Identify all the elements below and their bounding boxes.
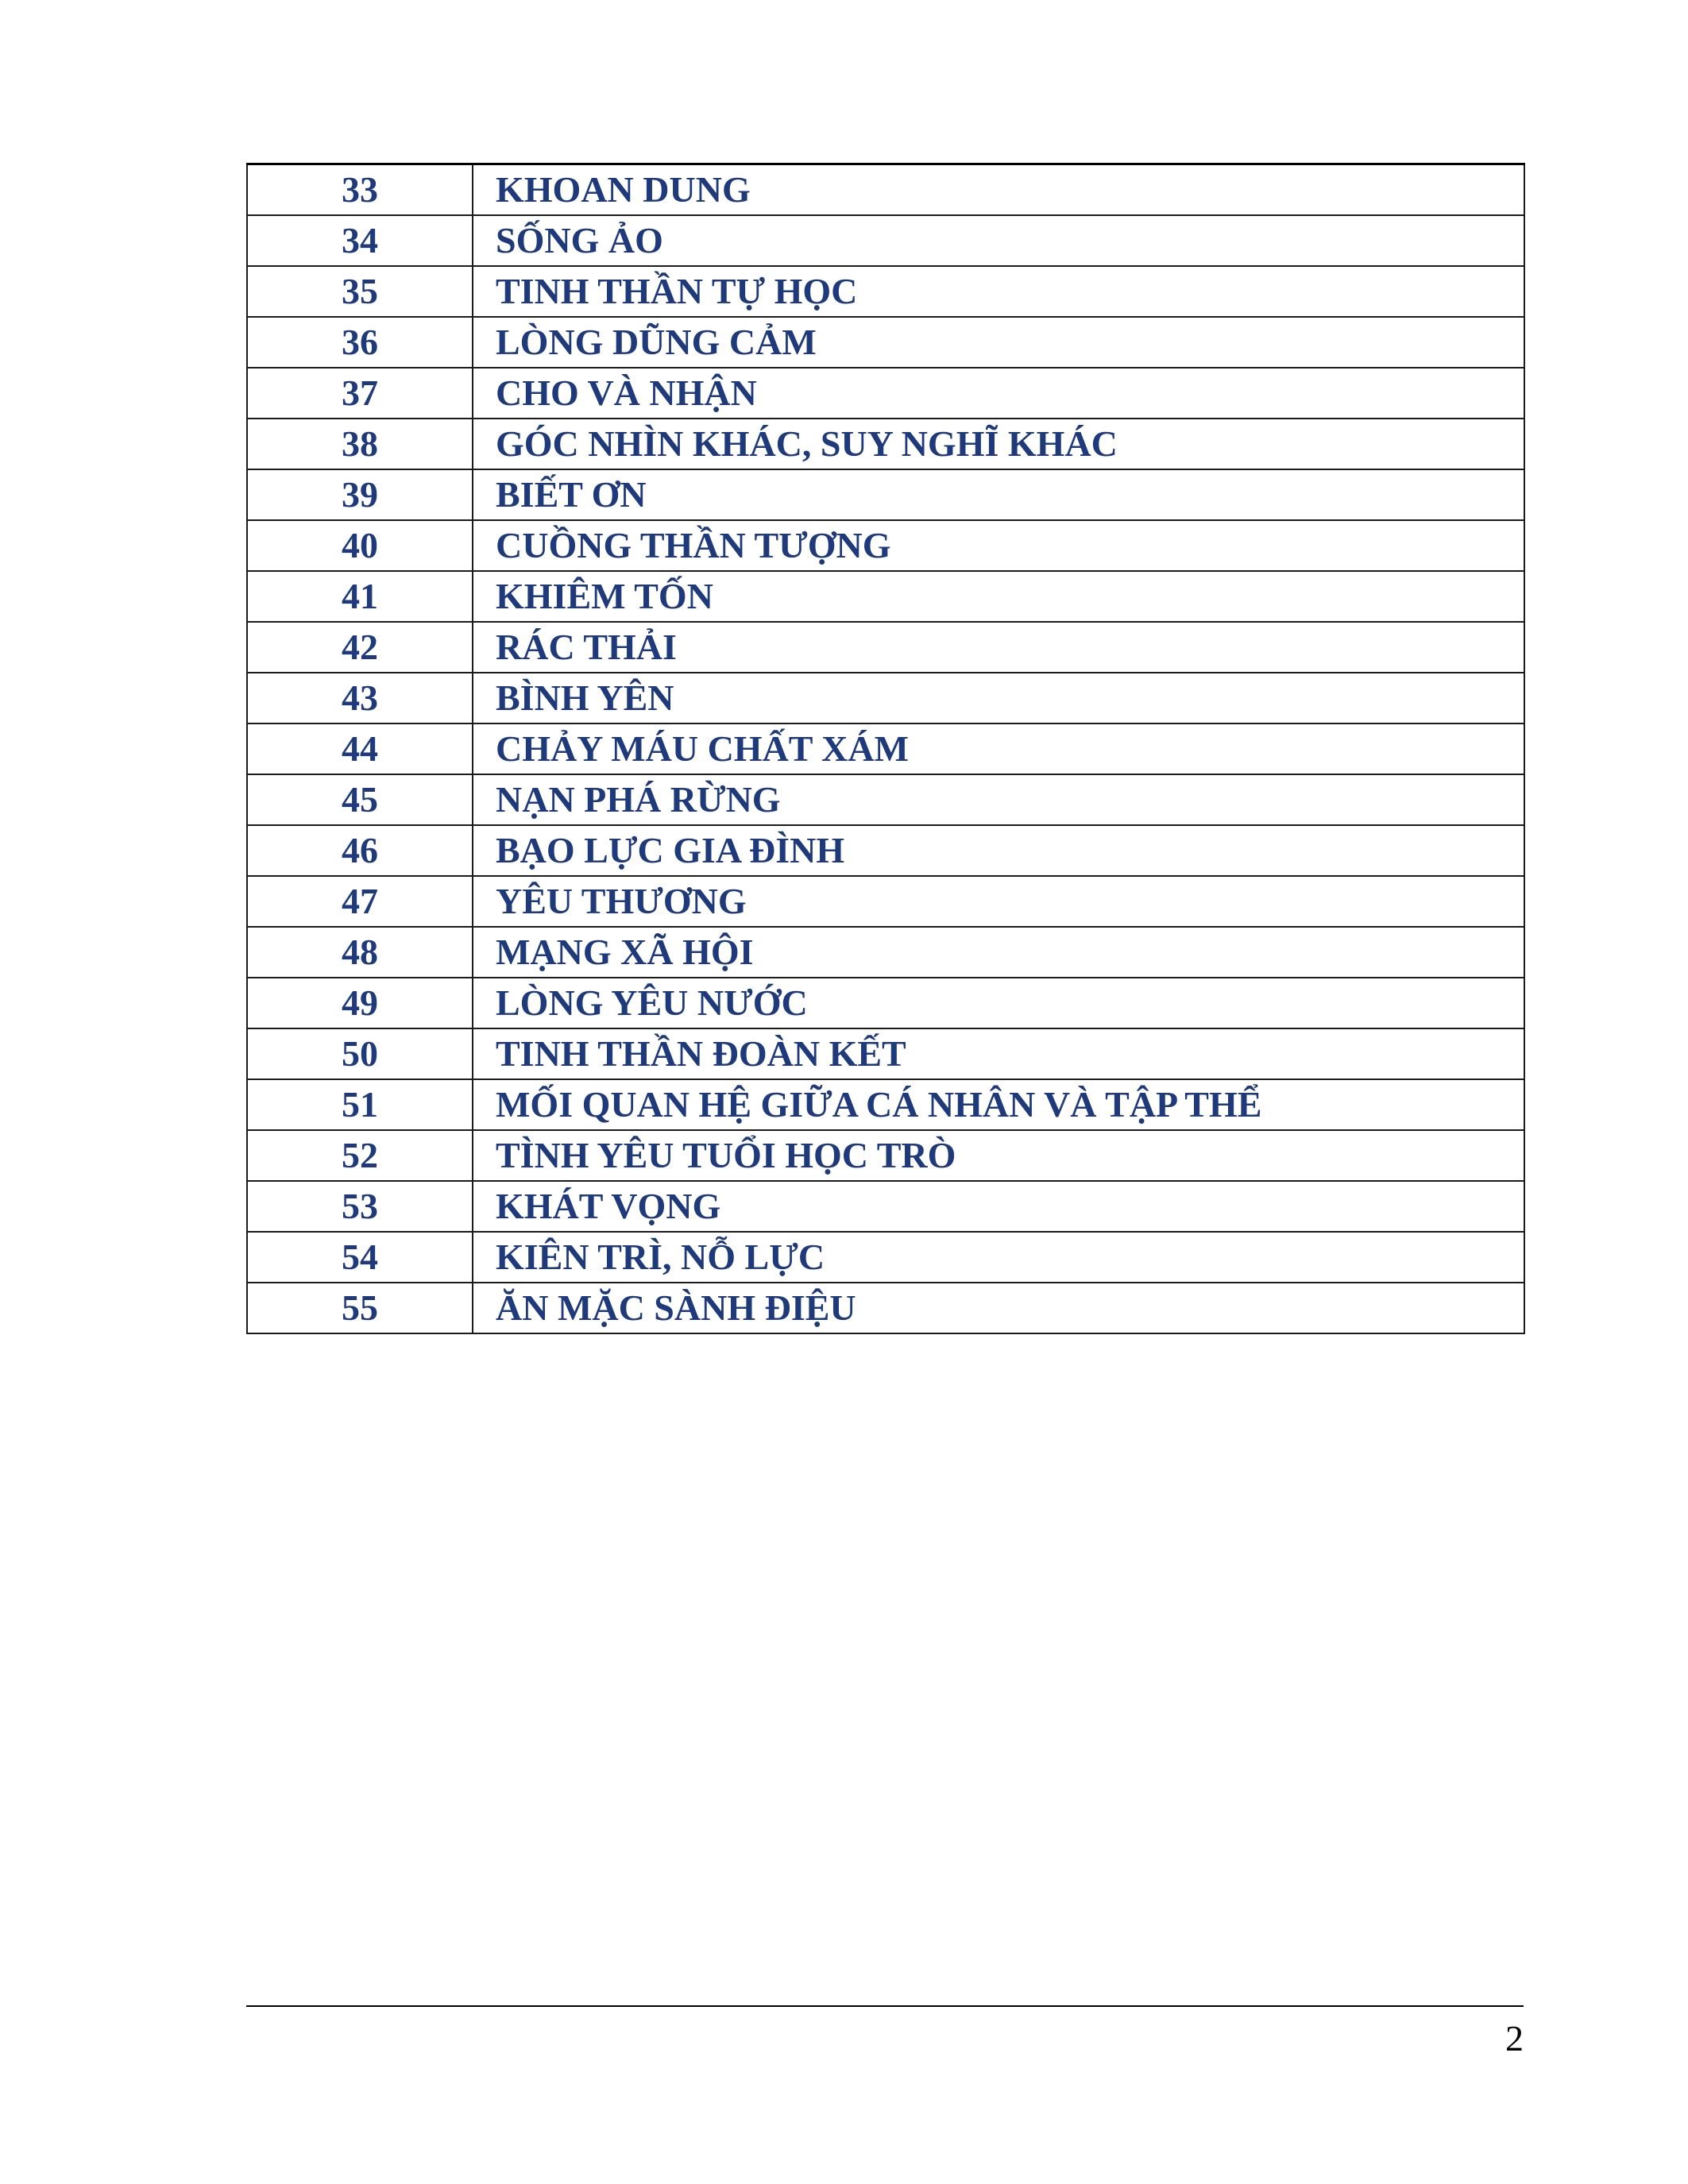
topic-title: LÒNG YÊU NƯỚC	[473, 978, 1524, 1028]
topic-title: KHÁT VỌNG	[473, 1181, 1524, 1232]
topic-number: 48	[247, 927, 473, 978]
topic-title: ĂN MẶC SÀNH ĐIỆU	[473, 1283, 1524, 1333]
topic-title: MẠNG XÃ HỘI	[473, 927, 1524, 978]
topic-number: 44	[247, 723, 473, 774]
topic-number: 54	[247, 1232, 473, 1283]
table-row	[247, 368, 1524, 419]
topic-number: 34	[247, 215, 473, 266]
topic-title: KHOAN DUNG	[473, 164, 1524, 216]
topic-title: YÊU THƯƠNG	[473, 876, 1524, 927]
table-row	[247, 164, 1524, 216]
table-row	[247, 1283, 1524, 1333]
topics-table-body	[247, 164, 1524, 1334]
table-row	[247, 622, 1524, 673]
table-row	[247, 673, 1524, 723]
table-row	[247, 215, 1524, 266]
topic-title: TÌNH YÊU TUỔI HỌC TRÒ	[473, 1130, 1524, 1181]
topic-title: KHIÊM TỐN	[473, 571, 1524, 622]
topic-number: 46	[247, 825, 473, 876]
table-row	[247, 419, 1524, 469]
topic-title: TINH THẦN TỰ HỌC	[473, 266, 1524, 317]
topic-number: 39	[247, 469, 473, 520]
table-row	[247, 774, 1524, 825]
table-row	[247, 927, 1524, 978]
topic-title: LÒNG DŨNG CẢM	[473, 317, 1524, 368]
topic-number: 52	[247, 1130, 473, 1181]
topic-number: 43	[247, 673, 473, 723]
topic-number: 37	[247, 368, 473, 419]
topic-title: GÓC NHÌN KHÁC, SUY NGHĨ KHÁC	[473, 419, 1524, 469]
topic-title: KIÊN TRÌ, NỖ LỰC	[473, 1232, 1524, 1283]
topic-title: RÁC THẢI	[473, 622, 1524, 673]
table-row	[247, 1079, 1524, 1130]
table-row	[247, 266, 1524, 317]
table-row	[247, 723, 1524, 774]
table-row	[247, 317, 1524, 368]
table-row	[247, 1232, 1524, 1283]
topic-title: BÌNH YÊN	[473, 673, 1524, 723]
topic-number: 36	[247, 317, 473, 368]
topic-number: 40	[247, 520, 473, 571]
table-row	[247, 571, 1524, 622]
topic-title: BIẾT ƠN	[473, 469, 1524, 520]
topic-title: BẠO LỰC GIA ĐÌNH	[473, 825, 1524, 876]
topic-number: 50	[247, 1028, 473, 1079]
topic-number: 42	[247, 622, 473, 673]
topic-number: 35	[247, 266, 473, 317]
footer-divider	[246, 2005, 1524, 2007]
topic-title: MỐI QUAN HỆ GIỮA CÁ NHÂN VÀ TẬP THỂ	[473, 1079, 1524, 1130]
topic-title: CUỒNG THẦN TƯỢNG	[473, 520, 1524, 571]
page-number: 2	[1505, 2018, 1524, 2059]
topics-table	[246, 163, 1525, 1334]
table-row	[247, 978, 1524, 1028]
table-row	[247, 1130, 1524, 1181]
topic-number: 45	[247, 774, 473, 825]
table-row	[247, 520, 1524, 571]
topic-title: SỐNG ẢO	[473, 215, 1524, 266]
topic-number: 41	[247, 571, 473, 622]
topic-title: NẠN PHÁ RỪNG	[473, 774, 1524, 825]
topic-number: 49	[247, 978, 473, 1028]
topic-number: 33	[247, 164, 473, 216]
topic-title: TINH THẦN ĐOÀN KẾT	[473, 1028, 1524, 1079]
table-row	[247, 876, 1524, 927]
table-row	[247, 825, 1524, 876]
table-row	[247, 1181, 1524, 1232]
table-row	[247, 469, 1524, 520]
topic-number: 47	[247, 876, 473, 927]
topic-number: 55	[247, 1283, 473, 1333]
topic-number: 53	[247, 1181, 473, 1232]
topic-title: CHẢY MÁU CHẤT XÁM	[473, 723, 1524, 774]
topic-number: 38	[247, 419, 473, 469]
topic-title: CHO VÀ NHẬN	[473, 368, 1524, 419]
table-row	[247, 1028, 1524, 1079]
topic-number: 51	[247, 1079, 473, 1130]
